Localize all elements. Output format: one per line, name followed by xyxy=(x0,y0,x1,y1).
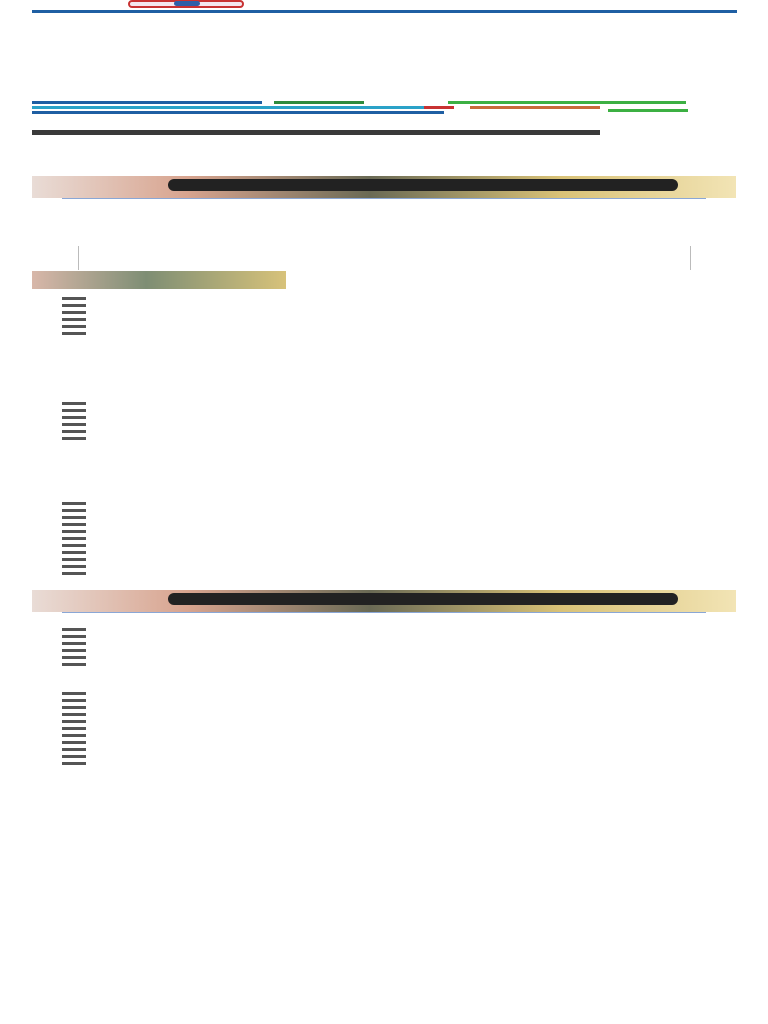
bullet-icon xyxy=(62,741,86,744)
link-list xyxy=(62,500,736,577)
list-item[interactable] xyxy=(62,521,736,528)
footer-line xyxy=(32,840,736,847)
bullet-icon xyxy=(62,635,86,638)
footer-line xyxy=(32,980,736,987)
bullet-icon xyxy=(62,642,86,645)
footer-line xyxy=(32,812,736,819)
bullet-icon xyxy=(62,530,86,533)
bullet-icon xyxy=(62,297,86,300)
list-item[interactable] xyxy=(62,435,736,442)
color-rule xyxy=(470,106,600,109)
bullet-icon xyxy=(62,516,86,519)
footer-link[interactable] xyxy=(32,896,736,903)
bullet-icon xyxy=(62,663,86,666)
list-item[interactable] xyxy=(62,697,736,704)
list-item[interactable] xyxy=(62,421,736,428)
bullet-icon xyxy=(62,551,86,554)
bullet-icon xyxy=(62,762,86,765)
footer-line xyxy=(32,798,736,805)
connector-line xyxy=(690,246,691,270)
list-item[interactable] xyxy=(62,428,736,435)
list-item[interactable] xyxy=(62,295,736,302)
banner-title-block xyxy=(168,179,678,191)
list-item[interactable] xyxy=(62,753,736,760)
mid-banner[interactable] xyxy=(32,590,736,612)
footer-line xyxy=(32,966,736,973)
list-item[interactable] xyxy=(62,640,736,647)
bullet-icon xyxy=(62,304,86,307)
color-rule xyxy=(274,101,364,104)
footer-line xyxy=(32,819,736,826)
bullet-icon xyxy=(62,720,86,723)
footer-line xyxy=(32,847,736,854)
link-list xyxy=(62,400,736,442)
list-item[interactable] xyxy=(62,690,736,697)
list-item[interactable] xyxy=(62,414,736,421)
list-item[interactable] xyxy=(62,570,736,577)
list-item[interactable] xyxy=(62,542,736,549)
site-header xyxy=(0,0,768,16)
list-item[interactable] xyxy=(62,500,736,507)
bullet-icon xyxy=(62,565,86,568)
article-headline xyxy=(32,117,735,129)
bullet-icon xyxy=(62,402,86,405)
footer-line xyxy=(32,938,736,945)
bullet-icon xyxy=(62,656,86,659)
footer-line xyxy=(32,952,736,959)
banner-title-block xyxy=(168,593,678,605)
footer-line xyxy=(32,791,736,798)
list-item[interactable] xyxy=(62,633,736,640)
footer-line xyxy=(32,945,736,952)
footer-line xyxy=(32,868,736,875)
list-item[interactable] xyxy=(62,647,736,654)
list-item[interactable] xyxy=(62,718,736,725)
footer-line xyxy=(32,917,736,924)
bullet-icon xyxy=(62,727,86,730)
section-heading[interactable] xyxy=(32,680,712,688)
bullet-icon xyxy=(62,437,86,440)
footer-line xyxy=(32,805,736,812)
footer-link[interactable] xyxy=(32,903,736,910)
feature-paragraph xyxy=(310,271,736,291)
footer-line xyxy=(32,875,736,882)
footer-line xyxy=(32,833,736,840)
list-item[interactable] xyxy=(62,400,736,407)
link-list xyxy=(62,295,736,337)
feature-image xyxy=(32,271,286,289)
bullet-icon xyxy=(62,558,86,561)
list-item[interactable] xyxy=(62,330,736,337)
bullet-icon xyxy=(62,416,86,419)
color-rule xyxy=(32,111,444,114)
footer-line xyxy=(32,931,736,938)
list-item[interactable] xyxy=(62,704,736,711)
footer-link[interactable] xyxy=(32,889,736,896)
list-item[interactable] xyxy=(62,528,736,535)
list-item[interactable] xyxy=(62,746,736,753)
bullet-icon xyxy=(62,423,86,426)
list-item[interactable] xyxy=(62,654,736,661)
bullet-icon xyxy=(62,713,86,716)
list-item[interactable] xyxy=(62,725,736,732)
footer-line xyxy=(32,1001,736,1008)
banner-underline xyxy=(62,198,706,199)
header-rule xyxy=(32,10,737,13)
list-item[interactable] xyxy=(62,661,736,668)
list-item[interactable] xyxy=(62,556,736,563)
footer-line xyxy=(32,777,736,784)
bullet-icon xyxy=(62,692,86,695)
list-item[interactable] xyxy=(62,302,736,309)
page-title xyxy=(60,34,708,58)
connector-line xyxy=(78,246,79,270)
footer-line xyxy=(32,987,736,994)
color-rule xyxy=(32,106,428,109)
bullet-icon xyxy=(62,502,86,505)
top-banner[interactable] xyxy=(32,176,736,198)
footer-line xyxy=(32,784,736,791)
link-list xyxy=(62,690,736,767)
bullet-icon xyxy=(62,537,86,540)
list-item[interactable] xyxy=(62,323,736,330)
list-item[interactable] xyxy=(62,732,736,739)
list-item[interactable] xyxy=(62,309,736,316)
bullet-icon xyxy=(62,509,86,512)
section-heading[interactable] xyxy=(32,390,712,398)
list-item[interactable] xyxy=(62,711,736,718)
section-heading[interactable] xyxy=(32,616,712,624)
bullet-icon xyxy=(62,572,86,575)
list-item[interactable] xyxy=(62,514,736,521)
list-item[interactable] xyxy=(62,407,736,414)
color-rule xyxy=(424,106,454,109)
footer-line xyxy=(32,770,736,777)
second-paragraph xyxy=(32,230,735,244)
list-item[interactable] xyxy=(62,760,736,767)
footer-line xyxy=(32,826,736,833)
color-rule xyxy=(448,101,686,104)
bullet-icon xyxy=(62,409,86,412)
section-heading[interactable] xyxy=(32,490,712,498)
footer-line xyxy=(32,959,736,966)
list-item[interactable] xyxy=(62,316,736,323)
bullet-icon xyxy=(62,325,86,328)
bullet-icon xyxy=(62,544,86,547)
header-domain-text xyxy=(262,0,642,8)
bullet-icon xyxy=(62,523,86,526)
footer-line xyxy=(32,910,736,917)
headline-subbar xyxy=(32,130,600,135)
bullet-icon xyxy=(62,332,86,335)
logo-mark-icon xyxy=(174,1,200,6)
color-rule xyxy=(32,101,262,104)
list-item[interactable] xyxy=(62,507,736,514)
list-item[interactable] xyxy=(62,626,736,633)
bullet-icon xyxy=(62,699,86,702)
link-list xyxy=(62,626,736,668)
bullet-icon xyxy=(62,649,86,652)
list-item[interactable] xyxy=(62,549,736,556)
footer-line xyxy=(32,854,736,861)
bullet-icon xyxy=(62,628,86,631)
footer-line xyxy=(32,994,736,1001)
bullet-icon xyxy=(62,318,86,321)
bullet-icon xyxy=(62,430,86,433)
footer-line xyxy=(32,924,736,931)
list-item[interactable] xyxy=(62,563,736,570)
footer-link[interactable] xyxy=(32,882,736,889)
intro-paragraph xyxy=(32,160,735,174)
bullet-icon xyxy=(62,748,86,751)
bullet-icon xyxy=(62,706,86,709)
bullet-icon xyxy=(62,311,86,314)
bullet-icon xyxy=(62,734,86,737)
banner-underline xyxy=(62,612,706,613)
footer-text-block xyxy=(32,770,736,1020)
footer-line xyxy=(32,861,736,868)
color-rule xyxy=(608,109,688,112)
bullet-icon xyxy=(62,755,86,758)
footer-line xyxy=(32,973,736,980)
list-item[interactable] xyxy=(62,535,736,542)
list-item[interactable] xyxy=(62,739,736,746)
